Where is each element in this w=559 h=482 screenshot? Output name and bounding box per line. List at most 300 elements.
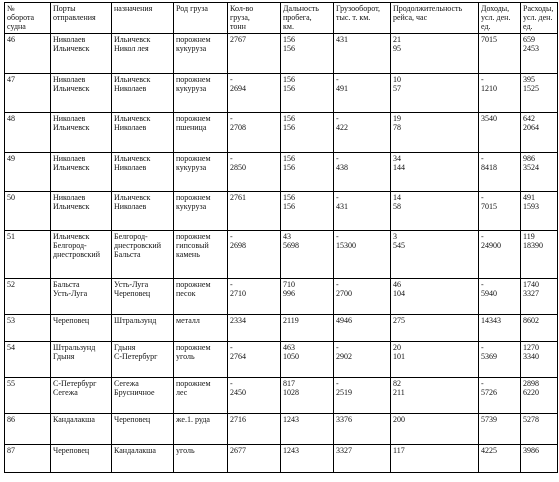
cell-line: 6220 <box>523 388 539 397</box>
cell-voyage-duration <box>391 231 479 279</box>
cell-line: 2519 <box>336 388 352 397</box>
cell-line: порожнем <box>176 114 211 123</box>
cell-line: 156 <box>283 163 295 172</box>
cell-line: 2334 <box>230 316 246 325</box>
cell-cargo-turnover <box>334 378 391 414</box>
cell-destination-port <box>112 315 174 342</box>
cell-cargo-quantity <box>228 153 281 192</box>
cell-line: 817 <box>283 379 295 388</box>
cell-line: - <box>336 193 339 202</box>
cell-line: порожнем <box>176 75 211 84</box>
cell-line: - <box>481 193 484 202</box>
cell-line: порожнем <box>176 154 211 163</box>
cell-income <box>479 113 521 153</box>
cell-line: 5278 <box>523 415 539 424</box>
cell-line: Продолжительность <box>393 4 463 13</box>
cell-cargo-quantity <box>228 192 281 231</box>
cell-line: Череповец <box>53 446 90 455</box>
header-destination-port <box>112 3 174 34</box>
cell-line: - <box>336 75 339 84</box>
cell-line: порожнем <box>176 379 211 388</box>
cell-line: 15300 <box>336 241 356 250</box>
cell-line: 491 <box>336 84 348 93</box>
cell-cargo-quantity <box>228 113 281 153</box>
header-cargo-type <box>174 3 228 34</box>
cell-line: порожнем <box>176 35 211 44</box>
cell-line: кукуруза <box>176 163 207 172</box>
cell-line: - <box>336 232 339 241</box>
cell-voyage-duration <box>391 315 479 342</box>
cell-distance <box>281 74 334 113</box>
cell-cargo-turnover <box>334 192 391 231</box>
header-income <box>479 3 521 34</box>
cell-line: усл. ден. <box>523 13 553 22</box>
cell-distance <box>281 153 334 192</box>
cell-line: же.1. руда <box>176 415 210 424</box>
cell-income <box>479 414 521 445</box>
cell-income <box>479 445 521 473</box>
cell-line: 8418 <box>481 163 497 172</box>
cell-cargo-type <box>174 34 228 74</box>
cell-line: 1593 <box>523 202 539 211</box>
cell-cargo-turnover <box>334 113 391 153</box>
cell-line: - <box>481 232 484 241</box>
cell-line: 642 <box>523 114 535 123</box>
cell-line: лес <box>176 388 188 397</box>
cell-voyage-duration <box>391 153 479 192</box>
cell-line: отправления <box>53 13 96 22</box>
table-row <box>5 445 558 473</box>
cell-line: 1028 <box>283 388 299 397</box>
cell-line: 3 <box>393 232 397 241</box>
cell-voyage-no: 47 <box>5 74 51 113</box>
cell-line: 2698 <box>230 241 246 250</box>
cell-cargo-quantity <box>228 378 281 414</box>
cell-line: - <box>336 343 339 352</box>
cell-line: - <box>481 154 484 163</box>
cell-expense <box>521 34 558 74</box>
cell-line: Порты <box>53 4 76 13</box>
header-cargo-quantity <box>228 3 281 34</box>
cell-line: - <box>481 379 484 388</box>
cell-line: Никол лея <box>114 44 149 53</box>
cell-cargo-turnover <box>334 279 391 315</box>
cell-line: 82 <box>393 379 401 388</box>
cell-line: 2761 <box>230 193 246 202</box>
header-cargo-turnover <box>334 3 391 34</box>
cell-line: кукуруза <box>176 202 207 211</box>
cell-line: уголь <box>176 352 195 361</box>
cell-line: оборота <box>7 13 35 22</box>
table-row <box>5 153 558 192</box>
cell-line: № <box>7 4 15 13</box>
cell-departure-port <box>51 74 112 113</box>
cell-line: Ильичевск <box>53 232 90 241</box>
cell-distance <box>281 113 334 153</box>
cell-departure-port <box>51 414 112 445</box>
cell-cargo-type <box>174 414 228 445</box>
table-row <box>5 315 558 342</box>
cell-cargo-quantity <box>228 414 281 445</box>
cell-cargo-type <box>174 279 228 315</box>
cell-line: Ильичевск <box>53 163 90 172</box>
cell-line: 8602 <box>523 316 539 325</box>
cell-line: Расходы, <box>523 4 554 13</box>
cell-line: - <box>481 75 484 84</box>
cell-cargo-turnover <box>334 74 391 113</box>
cell-line: 431 <box>336 35 348 44</box>
cell-line: песок <box>176 289 196 298</box>
cell-cargo-turnover <box>334 231 391 279</box>
cell-line: 2902 <box>336 352 352 361</box>
cell-line: порожнем <box>176 280 211 289</box>
cell-line: - <box>481 280 484 289</box>
table-row <box>5 378 558 414</box>
cell-income <box>479 315 521 342</box>
cell-voyage-no: 46 <box>5 34 51 74</box>
cell-distance <box>281 378 334 414</box>
cell-line: Род груза <box>176 4 208 13</box>
cell-line: 3376 <box>336 415 352 424</box>
cell-distance <box>281 414 334 445</box>
cell-income <box>479 378 521 414</box>
cell-cargo-type <box>174 231 228 279</box>
cell-line: Дальность <box>283 4 319 13</box>
cell-line: 5726 <box>481 388 497 397</box>
cell-voyage-duration <box>391 378 479 414</box>
cell-line: кукуруза <box>176 44 207 53</box>
cell-line: 156 <box>283 123 295 132</box>
cell-line: Ильичевск <box>53 44 90 53</box>
cell-departure-port <box>51 34 112 74</box>
cell-line: 2694 <box>230 84 246 93</box>
cell-line: 3540 <box>481 114 497 123</box>
cell-departure-port <box>51 315 112 342</box>
table-row <box>5 34 558 74</box>
cell-line: С-Петербург <box>53 379 97 388</box>
cell-distance <box>281 34 334 74</box>
cell-line: 2700 <box>336 289 352 298</box>
cell-destination-port <box>112 342 174 378</box>
cell-line: 156 <box>283 84 295 93</box>
cell-cargo-turnover <box>334 34 391 74</box>
cell-line: 2898 <box>523 379 539 388</box>
cell-line: 3524 <box>523 163 539 172</box>
cell-line: 117 <box>393 446 405 455</box>
cell-distance <box>281 192 334 231</box>
cell-line: тонн <box>230 22 246 31</box>
cell-departure-port <box>51 279 112 315</box>
cell-line: днестровский <box>53 250 100 259</box>
cell-line: Ильичевск <box>53 84 90 93</box>
cell-cargo-type <box>174 378 228 414</box>
cell-line: 156 <box>283 202 295 211</box>
cell-line: 43 <box>283 232 291 241</box>
cell-line: Николаев <box>53 35 86 44</box>
cell-departure-port <box>51 231 112 279</box>
cell-expense <box>521 153 558 192</box>
cell-voyage-no: 52 <box>5 279 51 315</box>
cell-line: Грузооборот, <box>336 4 380 13</box>
cell-line: Штральзунд <box>114 316 157 325</box>
cell-line: 5369 <box>481 352 497 361</box>
cell-line: Ильичевск <box>114 75 151 84</box>
cell-departure-port <box>51 113 112 153</box>
cell-voyage-duration <box>391 279 479 315</box>
cell-line: км. <box>283 22 294 31</box>
cell-expense <box>521 231 558 279</box>
cell-cargo-type <box>174 153 228 192</box>
cell-line: назначения <box>114 4 153 13</box>
cell-line: 14343 <box>481 316 501 325</box>
cell-line: усл. ден. <box>481 13 511 22</box>
cell-cargo-turnover <box>334 315 391 342</box>
cell-line: 2764 <box>230 352 246 361</box>
cell-income <box>479 192 521 231</box>
cell-line: 395 <box>523 75 535 84</box>
cell-cargo-quantity <box>228 279 281 315</box>
cell-line: 3327 <box>336 446 352 455</box>
cell-line: Череповец <box>114 289 151 298</box>
cell-line: - <box>336 154 339 163</box>
cell-distance <box>281 231 334 279</box>
cell-voyage-duration <box>391 445 479 473</box>
cell-line: порожнем <box>176 343 211 352</box>
cell-line: 156 <box>283 193 295 202</box>
table-row <box>5 74 558 113</box>
cell-line: 659 <box>523 35 535 44</box>
cell-line: 24900 <box>481 241 501 250</box>
cell-voyage-no: 51 <box>5 231 51 279</box>
cell-destination-port <box>112 378 174 414</box>
cell-line: - <box>336 379 339 388</box>
cell-line: 7015 <box>481 35 497 44</box>
cell-line: 2677 <box>230 446 246 455</box>
cell-line: 4225 <box>481 446 497 455</box>
cell-expense <box>521 414 558 445</box>
cell-voyage-no: 49 <box>5 153 51 192</box>
cell-cargo-quantity <box>228 315 281 342</box>
cell-destination-port <box>112 153 174 192</box>
cell-line: 2767 <box>230 35 246 44</box>
cell-line: Кандалакша <box>114 446 156 455</box>
cell-line: 20 <box>393 343 401 352</box>
cell-line: - <box>230 154 233 163</box>
cell-cargo-turnover <box>334 342 391 378</box>
cell-cargo-quantity <box>228 231 281 279</box>
cell-line: 144 <box>393 163 405 172</box>
cell-cargo-type <box>174 315 228 342</box>
header-voyage-duration <box>391 3 479 34</box>
cell-line: Белгород- <box>53 241 87 250</box>
cell-line: Николаев <box>53 193 86 202</box>
cell-line: - <box>336 114 339 123</box>
cell-income <box>479 34 521 74</box>
cell-line: груза, <box>230 13 250 22</box>
cell-line: 156 <box>283 35 295 44</box>
cell-line: 5698 <box>283 241 299 250</box>
cell-line: 422 <box>336 123 348 132</box>
cell-line: Николаев <box>114 163 147 172</box>
cell-departure-port <box>51 378 112 414</box>
cell-voyage-no: 55 <box>5 378 51 414</box>
cell-line: 2453 <box>523 44 539 53</box>
cell-line: - <box>230 75 233 84</box>
cell-line: 95 <box>393 44 401 53</box>
cell-line: 2716 <box>230 415 246 424</box>
cell-distance <box>281 279 334 315</box>
cell-cargo-type <box>174 445 228 473</box>
cell-line: Усть-Луга <box>53 289 88 298</box>
header-expense <box>521 3 558 34</box>
cell-destination-port <box>112 113 174 153</box>
cell-line: порожнем <box>176 193 211 202</box>
cell-cargo-turnover <box>334 153 391 192</box>
cell-line: 986 <box>523 154 535 163</box>
cell-line: 491 <box>523 193 535 202</box>
cell-line: - <box>230 379 233 388</box>
cell-line: ед. <box>481 22 491 31</box>
cell-line: днестровский <box>114 241 161 250</box>
cell-expense <box>521 342 558 378</box>
cell-line: 5940 <box>481 289 497 298</box>
cell-line: - <box>230 232 233 241</box>
cell-line: 78 <box>393 123 401 132</box>
cell-line: Штральзунд <box>53 343 96 352</box>
cell-line: гипсовый <box>176 241 209 250</box>
cell-line: 156 <box>283 44 295 53</box>
cell-line: 104 <box>393 289 405 298</box>
cell-distance <box>281 315 334 342</box>
cell-line: 996 <box>283 289 295 298</box>
cell-income <box>479 74 521 113</box>
cell-expense <box>521 315 558 342</box>
cell-income <box>479 153 521 192</box>
cell-line: 58 <box>393 202 401 211</box>
cell-line: Гдыня <box>114 343 136 352</box>
cell-cargo-type <box>174 74 228 113</box>
cell-line: Кандалакша <box>53 415 95 424</box>
cell-line: 1270 <box>523 343 539 352</box>
cell-line: камень <box>176 250 200 259</box>
cell-line: кукуруза <box>176 84 207 93</box>
cell-line: пшеница <box>176 123 207 132</box>
cell-line: 275 <box>393 316 405 325</box>
cell-line: Николаев <box>53 114 86 123</box>
cell-cargo-quantity <box>228 445 281 473</box>
cell-line: - <box>230 114 233 123</box>
cell-line: Николаев <box>114 123 147 132</box>
cell-line: 18390 <box>523 241 543 250</box>
table-row <box>5 231 558 279</box>
cell-line: ед. <box>523 22 533 31</box>
cell-line: Брусничное <box>114 388 155 397</box>
cell-income <box>479 279 521 315</box>
cell-voyage-no: 50 <box>5 192 51 231</box>
cell-line: Сегежа <box>53 388 78 397</box>
cell-line: Кол-во <box>230 4 254 13</box>
cell-line: 57 <box>393 84 401 93</box>
table-row <box>5 342 558 378</box>
cell-departure-port <box>51 342 112 378</box>
cell-voyage-duration <box>391 192 479 231</box>
cell-distance <box>281 342 334 378</box>
cell-voyage-duration <box>391 342 479 378</box>
cell-voyage-no: 54 <box>5 342 51 378</box>
cell-cargo-type <box>174 192 228 231</box>
cell-cargo-turnover <box>334 414 391 445</box>
cell-departure-port <box>51 153 112 192</box>
cell-line: 710 <box>283 280 295 289</box>
cell-income <box>479 231 521 279</box>
cell-line: 211 <box>393 388 405 397</box>
cell-voyage-no: 48 <box>5 113 51 153</box>
cell-distance <box>281 445 334 473</box>
cell-line: 3340 <box>523 352 539 361</box>
cell-voyage-duration <box>391 414 479 445</box>
cell-line: Ильичевск <box>53 123 90 132</box>
cell-line: - <box>230 280 233 289</box>
cell-line: Ильичевск <box>114 114 151 123</box>
cell-line: 2850 <box>230 163 246 172</box>
cell-line: 1243 <box>283 446 299 455</box>
cell-line: Николаев <box>53 154 86 163</box>
cell-line: 46 <box>393 280 401 289</box>
cell-line: Белгород- <box>114 232 148 241</box>
cell-line: Бальста <box>114 250 141 259</box>
cell-expense <box>521 378 558 414</box>
cell-line: 1525 <box>523 84 539 93</box>
cell-line: 19 <box>393 114 401 123</box>
cell-voyage-no: 87 <box>5 445 51 473</box>
cell-line: 463 <box>283 343 295 352</box>
cell-destination-port <box>112 34 174 74</box>
cell-line: Усть-Луга <box>114 280 149 289</box>
cell-expense <box>521 279 558 315</box>
cell-line: 545 <box>393 241 405 250</box>
cell-destination-port <box>112 74 174 113</box>
header-voyage-no <box>5 3 51 34</box>
cell-line: судна <box>7 22 26 31</box>
cell-line: пробега, <box>283 13 312 22</box>
cell-line: Череповец <box>114 415 151 424</box>
cell-cargo-quantity <box>228 342 281 378</box>
table-row <box>5 192 558 231</box>
cell-line: 14 <box>393 193 401 202</box>
voyage-table <box>4 2 558 473</box>
cell-line: 5739 <box>481 415 497 424</box>
cell-voyage-duration <box>391 34 479 74</box>
cell-cargo-type <box>174 113 228 153</box>
cell-line: 101 <box>393 352 405 361</box>
cell-line: 200 <box>393 415 405 424</box>
table-row <box>5 279 558 315</box>
cell-expense <box>521 74 558 113</box>
cell-line: 21 <box>393 35 401 44</box>
header-row <box>5 3 558 34</box>
cell-destination-port <box>112 192 174 231</box>
cell-line: - <box>230 343 233 352</box>
cell-line: Николаев <box>114 202 147 211</box>
cell-voyage-no: 86 <box>5 414 51 445</box>
cell-line: порожнем <box>176 232 211 241</box>
cell-line: 2064 <box>523 123 539 132</box>
cell-line: 2708 <box>230 123 246 132</box>
cell-destination-port <box>112 445 174 473</box>
cell-line: 3327 <box>523 289 539 298</box>
cell-line: Ильичевск <box>114 193 151 202</box>
cell-line: 1210 <box>481 84 497 93</box>
